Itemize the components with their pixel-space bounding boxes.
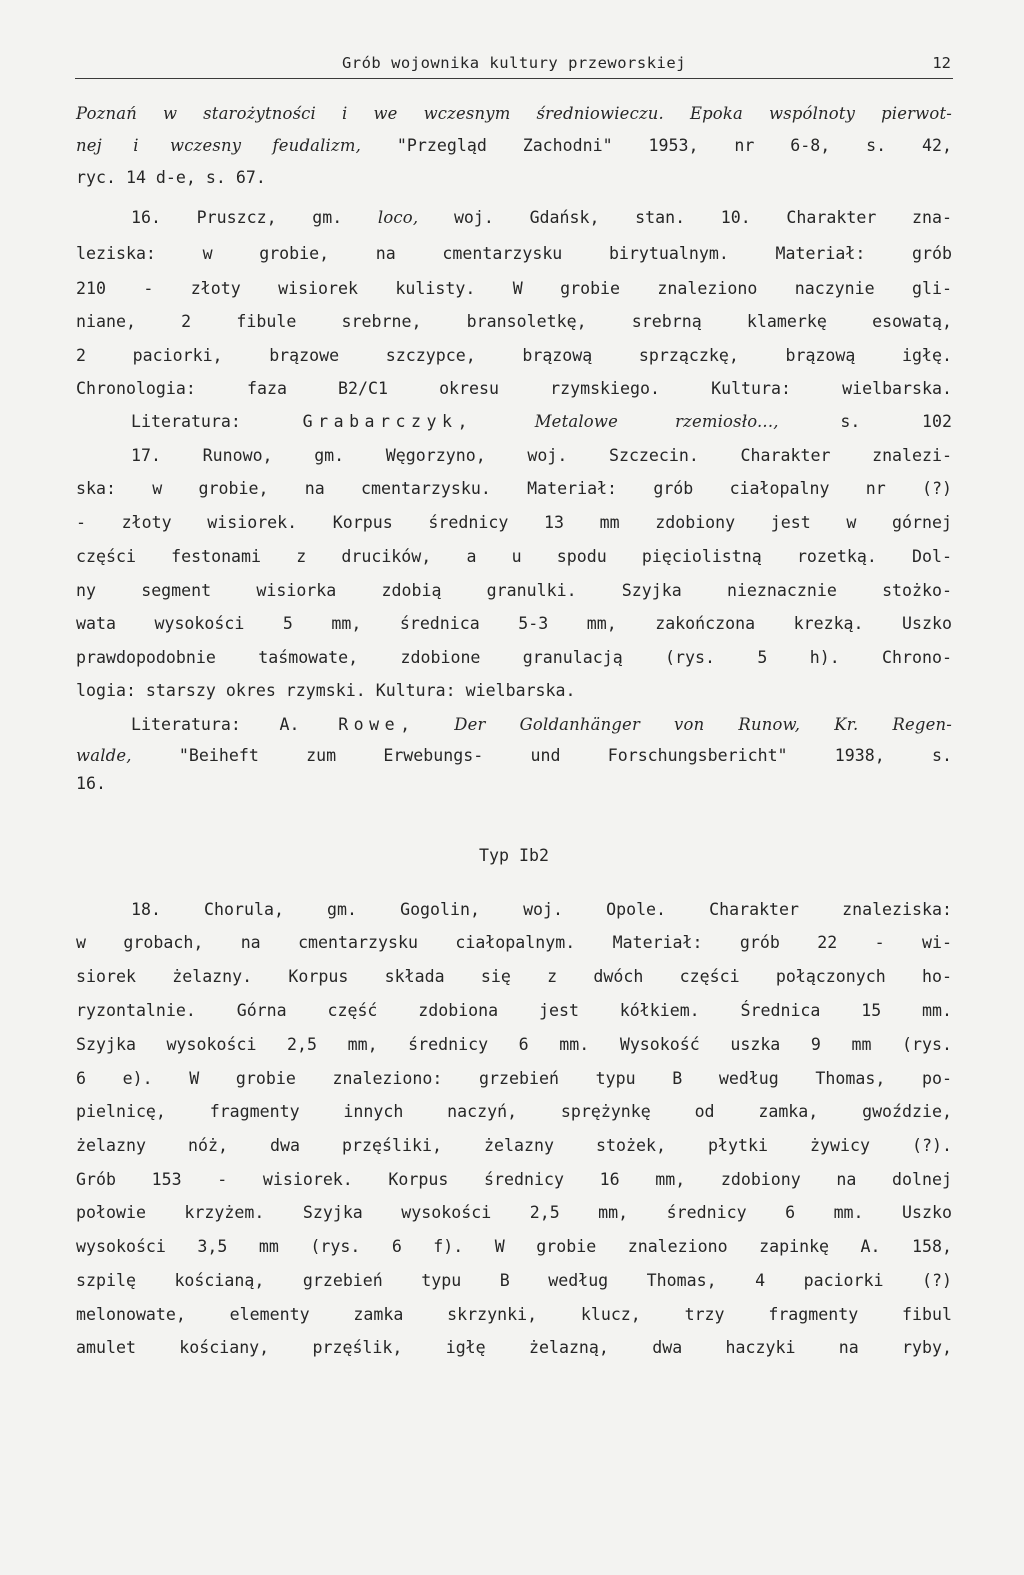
text-line: [76, 543, 952, 571]
text-span: Chronologia: faza B2/C1 okresu rzymskiego. Kultura: wielbarska.: [76, 379, 952, 398]
text-span: prawdopodobnie taśmowate, zdobione granulacją (rys. 5 h). Chrono-: [76, 648, 952, 667]
text-line: [76, 577, 952, 605]
text-line: [76, 375, 952, 403]
author-name: Rowe,: [338, 715, 416, 734]
italic-citation: nej i wczesny feudalizm,: [76, 136, 361, 155]
text-span: 6 e). W grobie znaleziono: grzebień typu B według Thomas, po-: [76, 1069, 952, 1088]
text-span: wata wysokości 5 mm, średnica 5-3 mm, zakończona krezką. Uszko: [76, 614, 952, 633]
text-span: Literatura:: [131, 412, 241, 431]
text-span: siorek żelazny. Korpus składa się z dwóch części połączonych ho-: [76, 967, 952, 986]
text-span: 18. Chorula, gm. Gogolin, woj. Opole. Charakter znaleziska:: [131, 900, 952, 919]
text-line: [76, 475, 952, 503]
running-title: Grób wojownika kultury przeworskiej: [341, 54, 687, 72]
text-line: [76, 677, 952, 705]
text-line: [76, 770, 952, 798]
entry-17-heading: [131, 442, 952, 470]
text-line: [76, 308, 952, 336]
text-span: części festonami z drucików, a u spodu pięciolistną rozetką. Dol-: [76, 547, 952, 566]
italic-title: Metalowe rzemiosło...,: [534, 412, 779, 431]
text-line: [76, 342, 952, 370]
text-line: [76, 509, 952, 537]
text-line: [76, 644, 952, 672]
text-span: 210 - złoty wisiorek kulisty. W grobie znaleziono naczynie gli-: [76, 279, 952, 298]
text-line: [76, 1166, 952, 1194]
text-line: [76, 1233, 952, 1261]
text-line: [76, 610, 952, 638]
text-span: 17. Runowo, gm. Węgorzyno, woj. Szczecin. Charakter znalezi-: [131, 446, 952, 465]
text-span: 16. Pruszcz, gm.: [131, 208, 343, 227]
literature-line: [131, 408, 952, 436]
section-subheading: Typ Ib2: [479, 846, 549, 865]
text-line: [76, 742, 952, 770]
text-line: [76, 1334, 952, 1362]
text-line: [76, 1301, 952, 1329]
text-line: [76, 1098, 952, 1126]
text-span: w grobach, na cmentarzysku ciałopalnym. Materiał: grób 22 - wi-: [76, 933, 952, 952]
text-span: melonowate, elementy zamka skrzynki, klucz, trzy fragmenty fibul: [76, 1305, 952, 1324]
text-span: leziska: w grobie, na cmentarzysku birytualnym. Materiał: grób: [76, 244, 952, 263]
text-line: [76, 1065, 952, 1093]
text-span: - złoty wisiorek. Korpus średnicy 13 mm zdobiony jest w górnej: [76, 513, 952, 532]
italic-title: Der Goldanhänger von Runow, Kr. Regen-: [454, 715, 952, 734]
author-name: Grabarczyk,: [302, 412, 473, 431]
text-span: niane, 2 fibule srebrne, bransoletkę, srebrną klamerkę esowatą,: [76, 312, 952, 331]
entry-18-heading: [131, 896, 952, 924]
text-span: "Przegląd Zachodni" 1953, nr 6-8, s. 42,: [396, 136, 952, 155]
text-line: [76, 963, 952, 991]
text-span: wysokości 3,5 mm (rys. 6 f). W grobie znaleziono zapinkę A. 158,: [76, 1237, 952, 1256]
text-span: s. 102: [840, 412, 952, 431]
text-span: połowie krzyżem. Szyjka wysokości 2,5 mm, średnicy 6 mm. Uszko: [76, 1203, 952, 1222]
text-line: [76, 275, 952, 303]
text-span: Literatura: A.: [131, 715, 300, 734]
text-line: [76, 929, 952, 957]
text-span: Grób 153 - wisiorek. Korpus średnicy 16 mm, zdobiony na dolnej: [76, 1170, 952, 1189]
text-line: [76, 240, 952, 268]
text-line: [76, 164, 952, 192]
text-span: ryzontalnie. Górna część zdobiona jest kółkiem. Średnica 15 mm.: [76, 1001, 952, 1020]
text-line: [76, 1132, 952, 1160]
italic-term: loco,: [377, 208, 419, 227]
text-line: [76, 1031, 952, 1059]
text-span: 2 paciorki, brązowe szczypce, brązową sprzączkę, brązową igłę.: [76, 346, 952, 365]
text-span: pielnicę, fragmenty innych naczyń, sprężynkę od zamka, gwoździe,: [76, 1102, 952, 1121]
text-line: [76, 100, 952, 128]
text-span: szpilę kościaną, grzebień typu B według Thomas, 4 paciorki (?): [76, 1271, 952, 1290]
text-span: "Beiheft zum Erwebungs- und Forschungsbericht" 1938, s.: [178, 746, 952, 765]
text-span: żelazny nóż, dwa przęśliki, żelazny stożek, płytki żywicy (?).: [76, 1136, 952, 1155]
entry-16-heading: [131, 204, 952, 232]
page-number: 12: [932, 54, 951, 72]
literature-line: [131, 711, 952, 739]
text-span: ska: w grobie, na cmentarzysku. Materiał: grób ciałopalny nr (?): [76, 479, 952, 498]
text-span: Szyjka wysokości 2,5 mm, średnicy 6 mm. Wysokość uszka 9 mm (rys.: [76, 1035, 952, 1054]
text-line: [76, 1267, 952, 1295]
text-span: amulet kościany, przęślik, igłę żelazną, dwa haczyki na ryby,: [76, 1338, 952, 1357]
text-span: woj. Gdańsk, stan. 10. Charakter zna-: [453, 208, 952, 227]
italic-citation: Poznań w starożytności i we wczesnym średniowieczu. Epoka wspólnoty pierwot-: [76, 104, 952, 123]
text-span: 16.: [76, 774, 106, 793]
text-span: ny segment wisiorka zdobią granulki. Szyjka nieznacznie stożko-: [76, 581, 952, 600]
text-span: logia: starszy okres rzymski. Kultura: wielbarska.: [76, 681, 576, 700]
text-line: [76, 132, 952, 160]
text-line: [76, 997, 952, 1025]
italic-title: walde,: [76, 746, 132, 765]
text-line: [76, 1199, 952, 1227]
text-span: ryc. 14 d-e, s. 67.: [76, 168, 266, 187]
running-header: [75, 50, 953, 79]
